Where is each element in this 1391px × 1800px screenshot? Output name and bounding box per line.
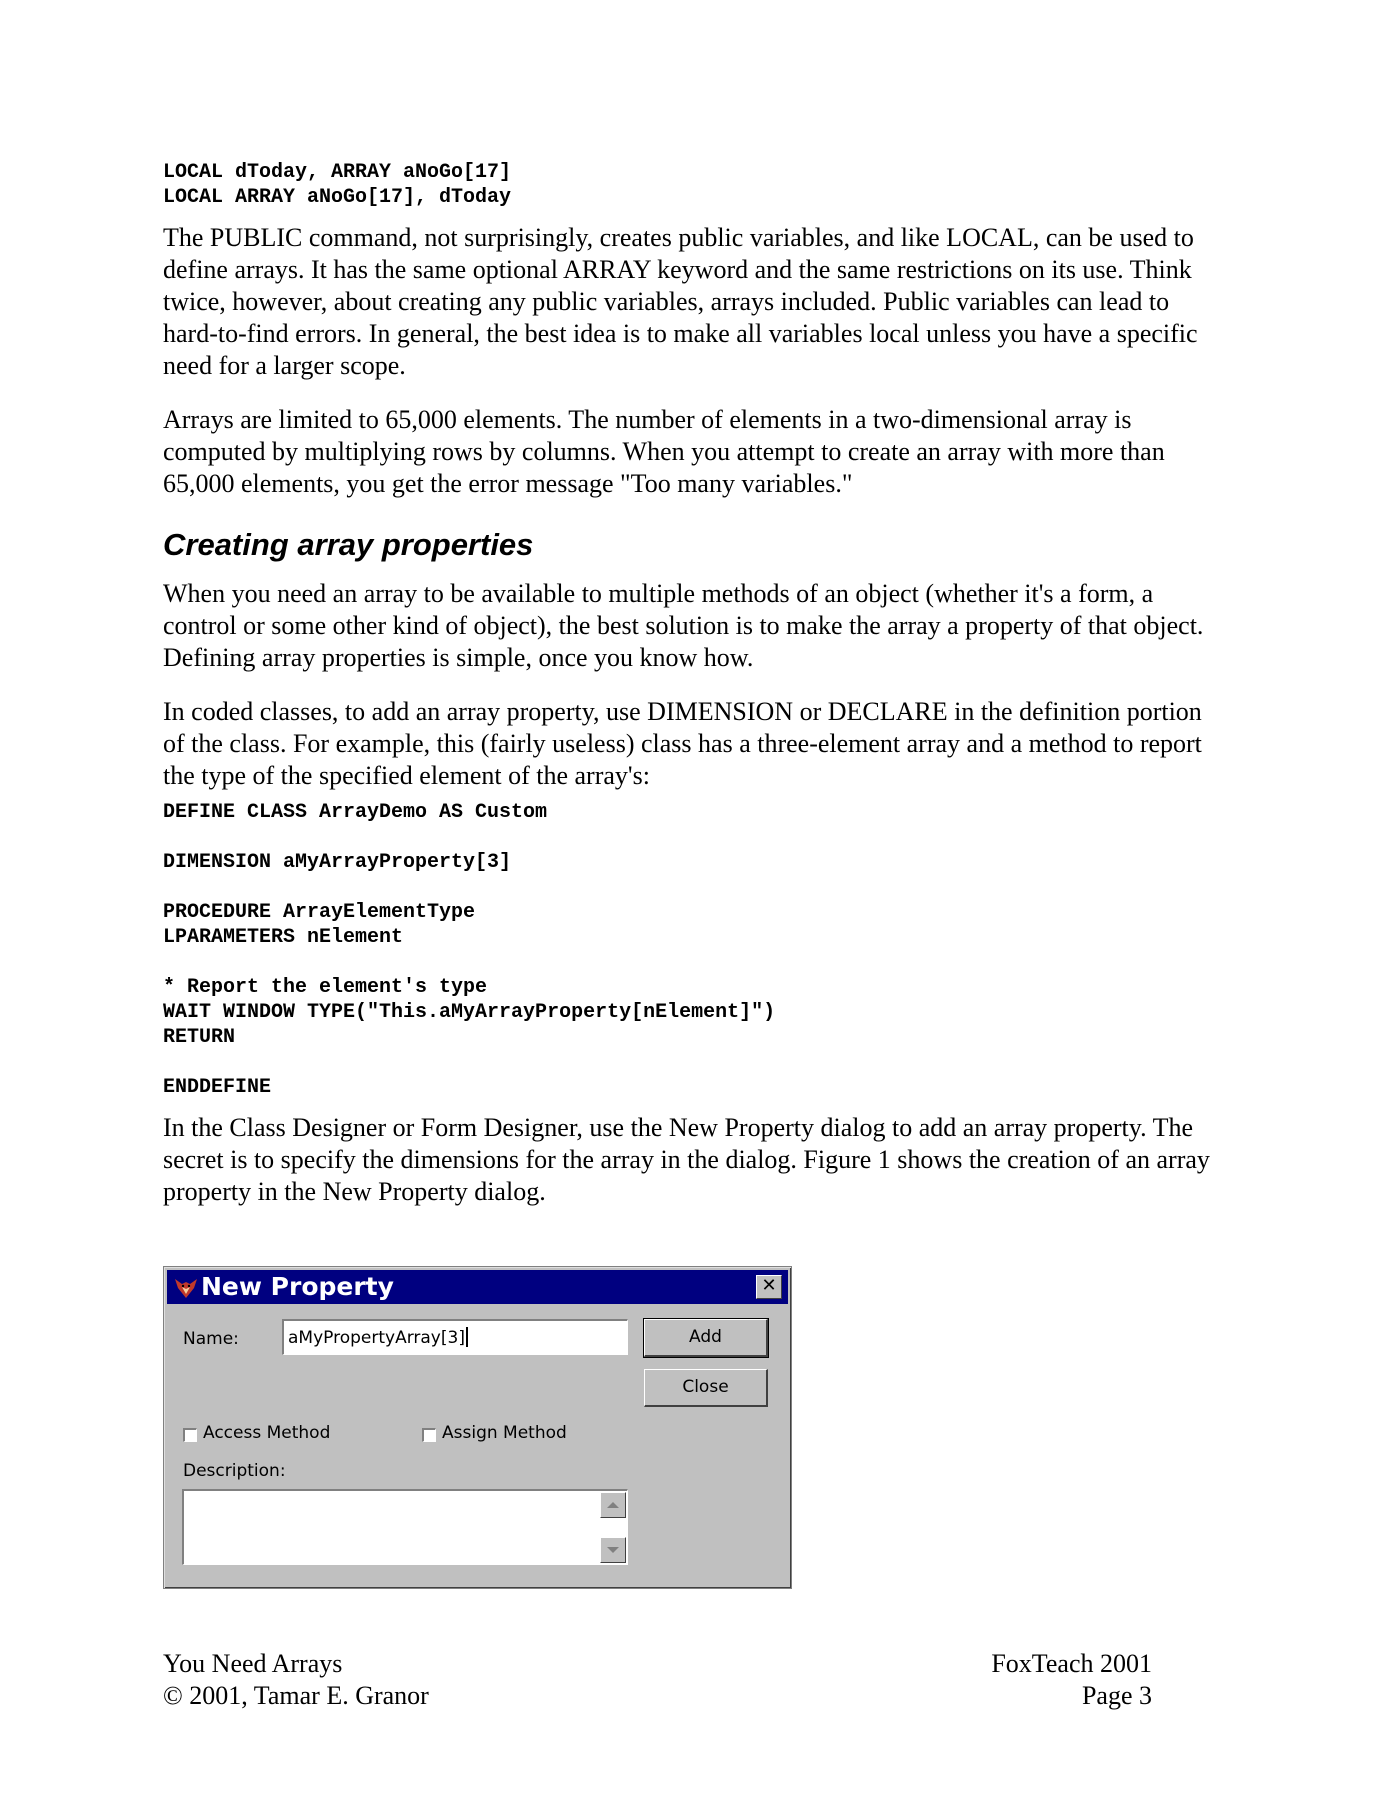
text-caret — [466, 1327, 468, 1347]
new-property-dialog — [163, 1266, 792, 1589]
access-method-checkbox[interactable] — [183, 1428, 197, 1442]
assign-method-label: Assign Method — [442, 1423, 567, 1443]
page-content — [163, 160, 1225, 1208]
add-button[interactable]: Add — [644, 1319, 768, 1357]
paragraph-coded-classes: In coded classes, to add an array property, use DIMENSION or DECLARE in the definition portion of the class. For example, this (fairly useless) class has a three-element array and a method to report the type of the specified element of the array's: — [163, 697, 1202, 790]
access-method-label: Access Method — [203, 1423, 331, 1443]
arrow-up-icon — [601, 1493, 625, 1517]
name-input-value: aMyPropertyArray[3] — [288, 1328, 465, 1348]
footer-right — [991, 1648, 1152, 1712]
paragraph-designer: In the Class Designer or Form Designer, use the New Property dialog to add an array property. The secret is to specify the dimensions for the array in the dialog. Figure 1 shows the creation of an array property in the New Property dialog. — [163, 1113, 1210, 1206]
footer-left — [163, 1648, 429, 1712]
code-class-definition: DEFINE CLASS ArrayDemo AS Custom DIMENSION aMyArrayProperty[3] PROCEDURE ArrayElementType LPARAMETERS nElement * Report the element's type WAIT WINDOW TYPE("This.aMyArrayProperty[nElement]") RETURN ENDDEFINE — [163, 801, 776, 1099]
description-textarea[interactable] — [182, 1489, 628, 1565]
footer-document-title: You Need Arrays — [163, 1649, 343, 1678]
assign-method-checkbox[interactable] — [422, 1428, 436, 1442]
footer-conference: FoxTeach 2001 — [991, 1649, 1152, 1678]
name-input[interactable] — [282, 1319, 628, 1355]
footer-page-number: Page 3 — [1081, 1681, 1152, 1710]
paragraph-array-limits: Arrays are limited to 65,000 elements. The number of elements in a two-dimensional array is computed by multiplying rows by columns. When you attempt to create an array with more than 65,000 elements, you get the error message "Too many variables." — [163, 405, 1165, 498]
scroll-down-button[interactable] — [600, 1537, 626, 1563]
fox-icon — [173, 1275, 199, 1301]
footer-copyright: © 2001, Tamar E. Granor — [163, 1681, 429, 1710]
paragraph-public: The PUBLIC command, not surprisingly, creates public variables, and like LOCAL, can be used to define arrays. It has the same optional ARRAY keyword and the same restrictions on its use. Think twice, however, about creating any public variables, arrays included. Public variables can lead to hard-to-find errors. In general, the best idea is to make all variables local unless you have a specific need for a larger scope. — [163, 223, 1198, 380]
scroll-up-button[interactable] — [600, 1492, 626, 1518]
close-icon[interactable]: ✕ — [756, 1275, 782, 1299]
description-label: Description: — [183, 1461, 286, 1481]
code-local-declarations: LOCAL dToday, ARRAY aNoGo[17] LOCAL ARRAY aNoGo[17], dToday — [163, 161, 512, 209]
dialog-titlebar[interactable] — [167, 1270, 788, 1304]
dialog-title: New Property — [201, 1272, 394, 1301]
close-button[interactable]: Close — [644, 1369, 768, 1407]
name-label: Name: — [183, 1329, 239, 1349]
paragraph-array-properties: When you need an array to be available to multiple methods of an object (whether it's a form, a control or some other kind of object), the best solution is to make the array a property of that object. Defining array properties is simple, once you know how. — [163, 579, 1204, 672]
arrow-down-icon — [601, 1538, 625, 1562]
section-heading: Creating array properties — [163, 527, 534, 562]
